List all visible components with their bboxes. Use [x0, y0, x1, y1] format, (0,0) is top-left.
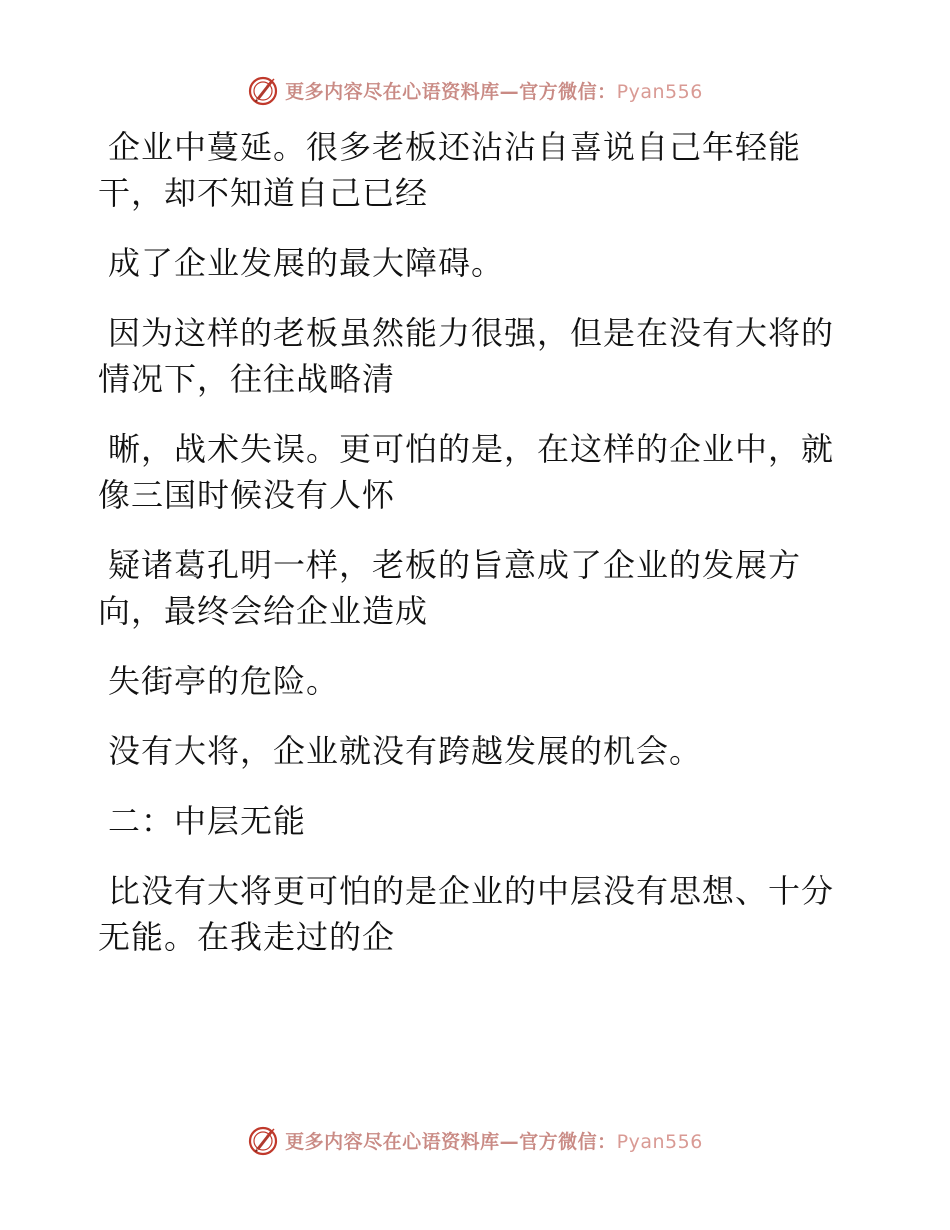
- banner-wechat-id: Pyan556: [616, 80, 703, 103]
- paragraph-5: 疑诸葛孔明一样，老板的旨意成了企业的发展方向，最终会给企业造成: [98, 546, 802, 630]
- paragraph-3: 因为这样的老板虽然能力很强，但是在没有大将的情况下，往往战略清: [98, 314, 835, 398]
- banner-text: [285, 77, 703, 104]
- paragraph-2: 成了企业发展的最大障碍。: [108, 244, 505, 282]
- section-heading: 二：中层无能: [108, 802, 307, 840]
- header-banner-inner: [247, 74, 703, 106]
- banner-slogan: 更多内容尽在心语资料库—官方微信：: [285, 80, 617, 103]
- footer-banner-inner: [247, 1124, 703, 1156]
- footer-banner: [0, 1120, 950, 1160]
- header-banner: [0, 70, 950, 110]
- quill-pen-logo-icon: [247, 74, 279, 106]
- paragraph-1: 企业中蔓延。很多老板还沾沾自喜说自己年轻能干，却不知道自己已经: [98, 128, 802, 212]
- banner-wechat-id: Pyan556: [616, 1130, 703, 1153]
- paragraph-4: 晰，战术失误。更可怕的是，在这样的企业中，就像三国时候没有人怀: [98, 430, 835, 514]
- paragraph-7: 没有大将，企业就没有跨越发展的机会。: [108, 732, 703, 770]
- banner-text: [285, 1127, 703, 1154]
- document-body: [98, 124, 838, 960]
- banner-slogan: 更多内容尽在心语资料库—官方微信：: [285, 1130, 617, 1153]
- paragraph-8: 比没有大将更可怕的是企业的中层没有思想、十分无能。在我走过的企: [98, 872, 835, 956]
- quill-pen-logo-icon: [247, 1124, 279, 1156]
- paragraph-6: 失街亭的危险。: [108, 662, 340, 700]
